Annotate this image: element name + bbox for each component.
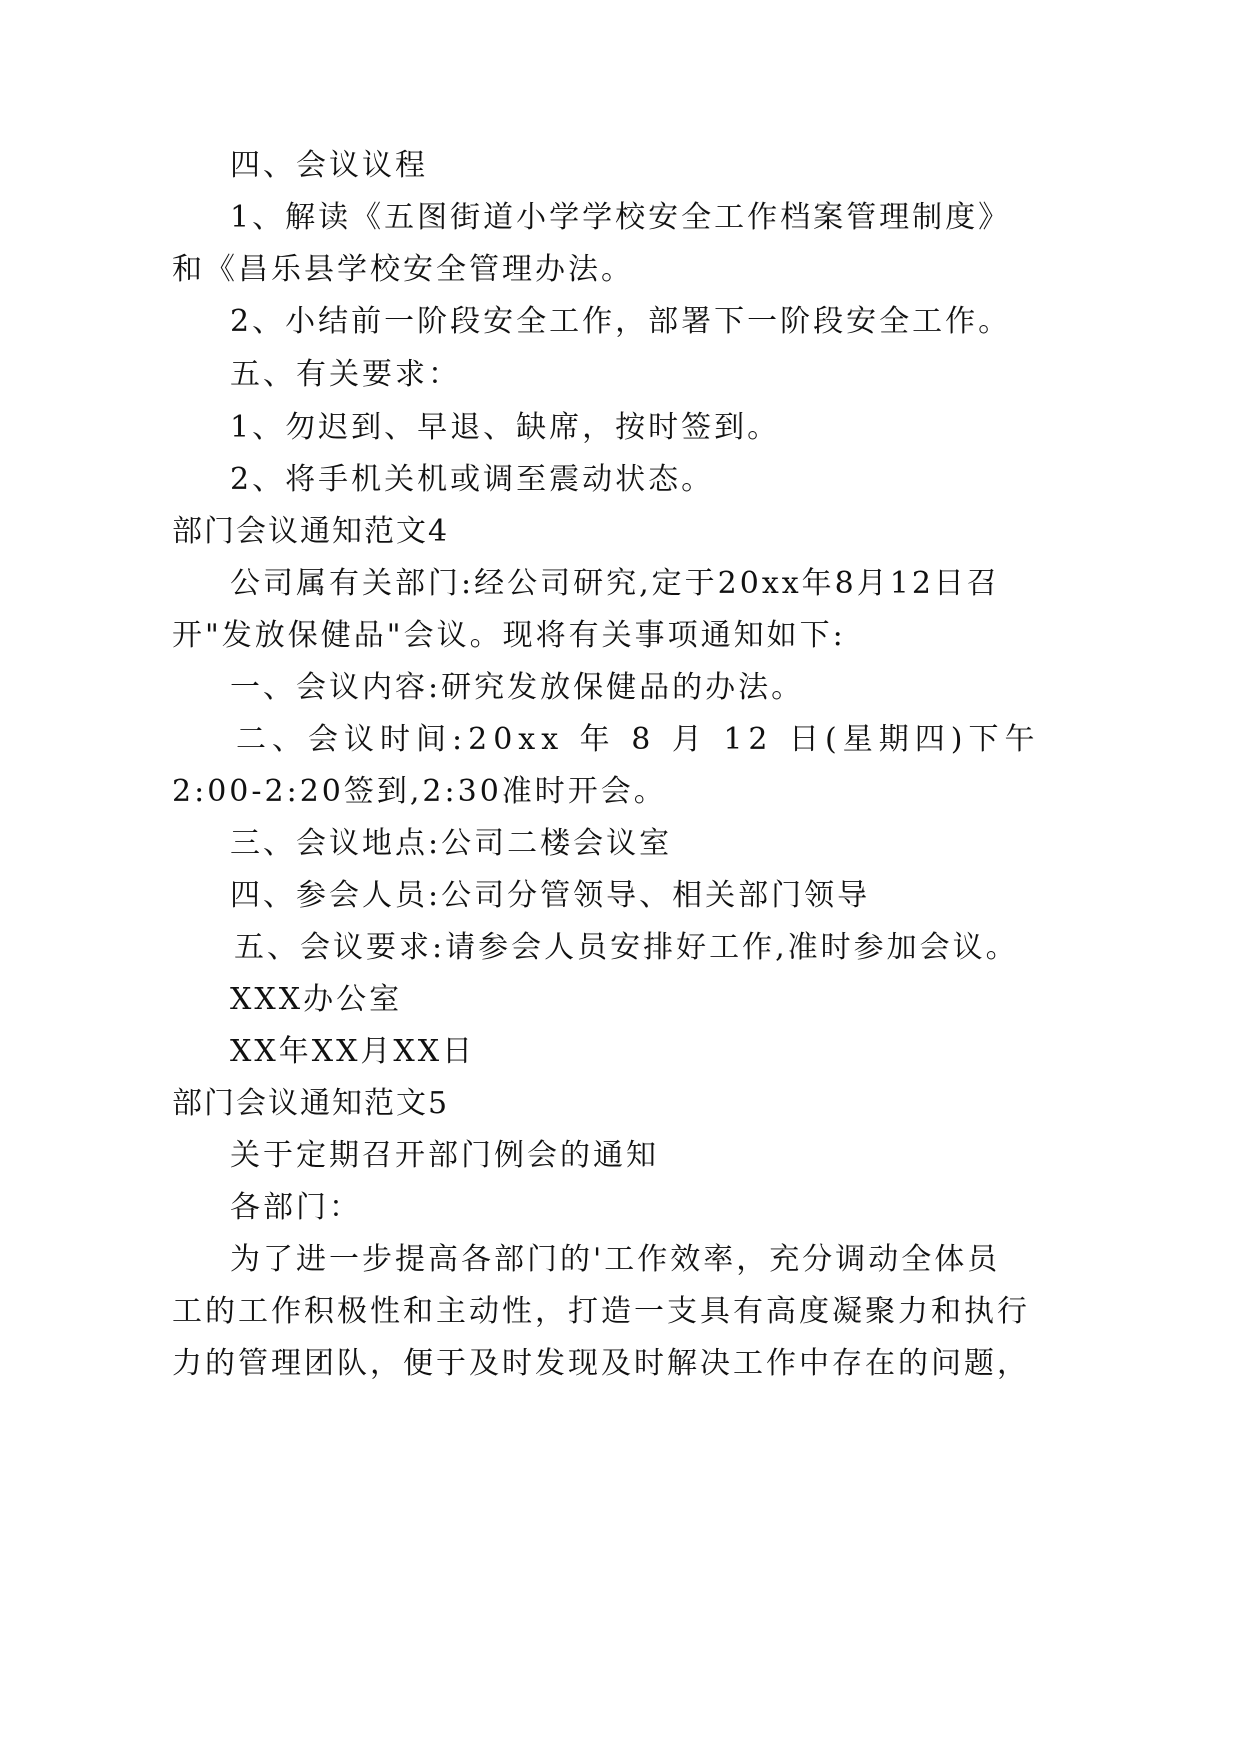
agenda-heading: 四、会议议程 <box>230 148 428 183</box>
section-title-4: 部门会议通知范文4 <box>172 514 450 549</box>
notice-5-paragraph-line-3: 力的管理团队，便于及时发现及时解决工作中存在的问题， <box>172 1346 1030 1381</box>
section-title-5: 部门会议通知范文5 <box>172 1086 450 1121</box>
meeting-requirements: 五、会议要求:请参会人员安排好工作,准时参加会议。 <box>234 930 1019 965</box>
agenda-item-1-continued: 和《昌乐县学校安全管理办法。 <box>172 252 634 287</box>
notice-5-paragraph-line-2: 工的工作积极性和主动性，打造一支具有高度凝聚力和执行 <box>172 1294 1030 1329</box>
issue-date: XX年XX月XX日 <box>230 1034 476 1069</box>
agenda-item-2: 2、小结前一阶段安全工作，部署下一阶段安全工作。 <box>230 304 1012 339</box>
requirements-heading: 五、有关要求： <box>230 357 461 392</box>
meeting-time-continued: 2:00-2:20签到,2:30准时开会。 <box>172 774 667 809</box>
notice-5-title: 关于定期召开部门例会的通知 <box>230 1138 659 1173</box>
requirement-item-1: 1、勿迟到、早退、缺席，按时签到。 <box>230 410 781 445</box>
meeting-attendees: 四、参会人员:公司分管领导、相关部门领导 <box>230 878 871 913</box>
notice-5-addressee: 各部门： <box>230 1190 362 1225</box>
notice-4-paragraph: 公司属有关部门:经公司研究,定于20xx年8月12日召 <box>230 566 1000 601</box>
meeting-location: 三、会议地点:公司二楼会议室 <box>230 826 673 861</box>
meeting-content: 一、会议内容:研究发放保健品的办法。 <box>230 670 805 705</box>
agenda-item-1: 1、解读《五图街道小学学校安全工作档案管理制度》 <box>230 200 1012 235</box>
meeting-time: 二、会议时间:20xx 年 8 月 12 日(星期四)下午 <box>236 722 1041 757</box>
notice-5-paragraph-line-1: 为了进一步提高各部门的'工作效率，充分调动全体员 <box>230 1242 1001 1277</box>
issuer-office: XXX办公室 <box>230 982 403 1017</box>
notice-4-paragraph-continued: 开"发放保健品"会议。现将有关事项通知如下: <box>172 618 846 653</box>
requirement-item-2: 2、将手机关机或调至震动状态。 <box>230 462 715 497</box>
